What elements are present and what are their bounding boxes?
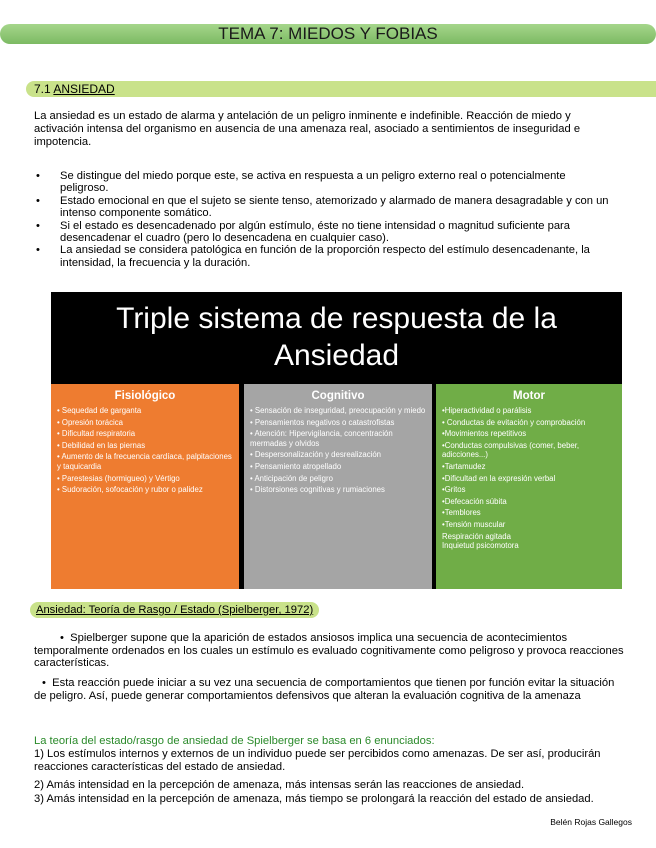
list-item: • Dificultad respiratoria [57, 429, 136, 439]
list-item: •Conductas compulsivas (comer, beber, adicciones...) [442, 440, 580, 460]
bullet-icon: • [42, 677, 53, 689]
intro-paragraph: La ansiedad es un estado de alarma y antelación de un peligro inminente e indefinible. Reacción de miedo y activación intensa del organismo en ausencia de una amenaza real, asociado a sentimientos de inseguridad e impotencia. [34, 110, 581, 148]
list-item: • Parestesias (hormigueo) y Vértigo [57, 473, 180, 483]
page-title: TEMA 7: MIEDOS Y FOBIAS [0, 24, 656, 44]
subsection-heading [30, 602, 319, 618]
paragraph-text: Spielberger supone que la aparición de estados ansiosos implica una secuencia de acontecimientos temporalmente ordenados en los cuales un estímulo es evaluado cognitivamente como peligroso y provoca reacciones características. [34, 632, 624, 669]
section-name: ANSIEDAD [53, 82, 115, 96]
bullet-item: • Se distingue del miedo porque este, se activa en respuesta a un peligro externo real o potencialmente peligroso. [34, 170, 614, 195]
list-item: • Despersonalización y desrealización [250, 450, 382, 460]
bullet-item: • Si el estado es desencadenado por algún estímulo, éste no tiene intensidad o magnitud suficiente para desencadenar el cuadro (pero lo desencadena en cualquier caso). [34, 220, 614, 245]
list-item: • Sensación de inseguridad, preocupación y miedo [250, 406, 426, 415]
list-item: • Anticipación de peligro [250, 473, 333, 483]
bullet-icon: • [60, 632, 71, 644]
list-item: • Pensamientos negativos o catastrofistas [250, 417, 395, 427]
list-item: • Atención: Hipervigilancia, concentración mermadas y olvidos [250, 429, 393, 448]
list-item: Inquietud psicomotora [442, 541, 519, 551]
spielberger-paragraph-1 [34, 632, 624, 670]
column-cognitivo [244, 384, 432, 589]
list-item: •Defecación súbita [442, 496, 507, 506]
column-motor [436, 384, 622, 589]
bullet-item: • Estado emocional en que el sujeto se siente tenso, atemorizado y alarmado de manera desagradable y con un intenso componente somático. [34, 195, 614, 220]
spielberger-paragraph-2 [34, 677, 624, 702]
column-header: Cognitivo [311, 390, 365, 402]
list-item: • Pensamiento atropellado [250, 461, 342, 471]
list-item: Respiración agitada [442, 531, 511, 541]
column-header: Fisiológico [114, 390, 176, 402]
author-signature: Belén Rojas Gallegos [550, 817, 632, 827]
column-fisiologico [51, 384, 239, 589]
infographic-title: Triple sistema de respuesta de la Ansiedad [116, 302, 557, 372]
bullet-list [34, 170, 614, 269]
column-header: Motor [513, 390, 545, 402]
infographic [51, 292, 622, 589]
statement-item: 2) Amás intensidad en la percepción de amenaza, más intensas serán las reacciones de ansiedad. [34, 779, 525, 791]
list-item: •Hiperactividad o parálisis [442, 406, 532, 415]
theory-heading: La teoría del estado/rasgo de ansiedad de Spielberger se basa en 6 enunciados: [34, 735, 435, 747]
list-item: •Tartamudez [442, 461, 486, 471]
list-item: •Gritos [442, 485, 466, 495]
statement-item: 1) Los estímulos internos y externos de un individuo puede ser percibidos como amenazas. De ser así, producirán reacciones características del estado de ansiedad. [34, 748, 601, 773]
section-number: 7.1 [34, 82, 54, 96]
list-item: • Conductas de evitación y comprobación [442, 417, 586, 427]
list-item: •Dificultad en la expresión verbal [442, 473, 556, 483]
list-item: • Opresión torácica [57, 417, 123, 427]
list-item: •Tensión muscular [442, 519, 506, 529]
list-item: • Aumento de la frecuencia cardíaca, palpitaciones y taquicardia [57, 452, 232, 471]
section-heading [26, 81, 656, 97]
list-item: • Sequedad de garganta [57, 406, 142, 415]
list-item: •Temblores [442, 508, 481, 518]
statement-item: 3) Amás intensidad en la percepción de amenaza, más tiempo se prolongará la reacción del estado de ansiedad. [34, 793, 594, 805]
subsection-title: Ansiedad: Teoría de Rasgo / Estado (Spielberger, 1972) [36, 604, 314, 616]
list-item: • Debilidad en las piernas [57, 440, 146, 450]
paragraph-text: Esta reacción puede iniciar a su vez una secuencia de comportamientos que tienen por función evitar la situación de peligro. Así, puede generar comportamientos defensivos que alteran la evaluación cognitiva de la amenaza [34, 677, 615, 702]
list-item: •Movimientos repetitivos [442, 429, 527, 439]
list-item: • Sudoración, sofocación y rubor o palidez [57, 485, 203, 495]
list-item: • Distorsiones cognitivas y rumiaciones [250, 485, 385, 495]
bullet-item: • La ansiedad se considera patológica en función de la proporción respecto del estímulo desencadenante, la intensidad, la frecuencia y la duración. [34, 244, 614, 269]
